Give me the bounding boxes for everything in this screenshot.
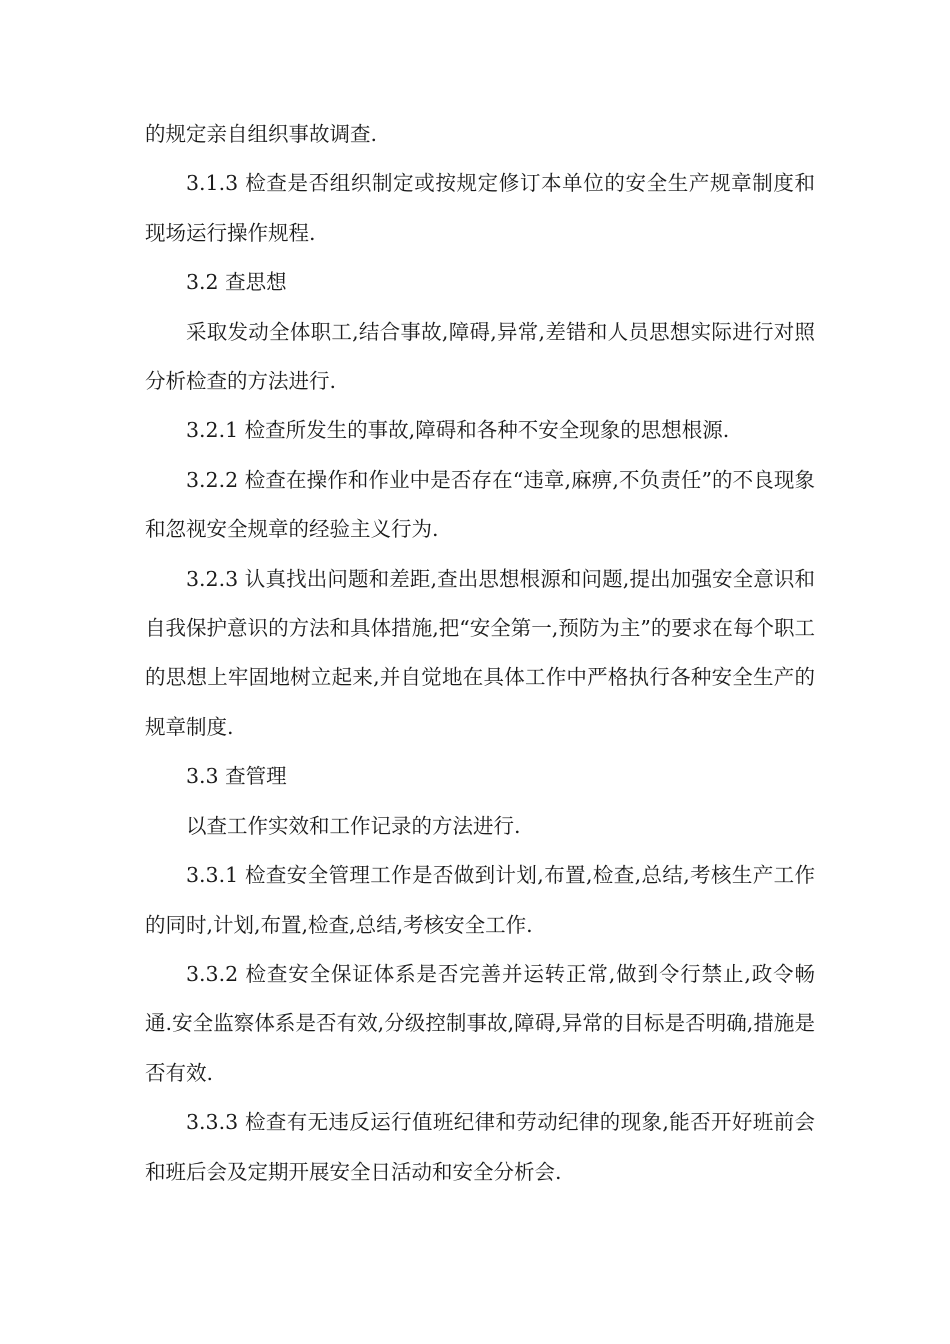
paragraph-3-3-1: 3.3.1 检查安全管理工作是否做到计划,布置,检查,总结,考核生产工作的同时,计划,布置,检查,总结,考核安全工作.	[145, 863, 815, 937]
paragraph-3-2-intro: 采取发动全体职工,结合事故,障碍,异常,差错和人员思想实际进行对照分析检查的方法进行.	[145, 319, 815, 394]
paragraph-3-3-3: 3.3.3 检查有无违反运行值班纪律和劳动纪律的现象,能否开好班前会和班后会及定期开展安全日活动和安全分析会.	[145, 1110, 815, 1184]
paragraph-3-2-2: 3.2.2 检查在操作和作业中是否存在“违章,麻痹,不负责任”的不良现象和忽视安全规章的经验主义行为.	[145, 467, 815, 542]
paragraph-3-1-3: 3.1.3 检查是否组织制定或按规定修订本单位的安全生产规章制度和现场运行操作规程.	[145, 171, 815, 245]
section-heading-3-2: 3.2 查思想	[186, 270, 287, 295]
paragraph-3-2-3: 3.2.3 认真找出问题和差距,查出思想根源和问题,提出加强安全意识和自我保护意识的方法和具体措施,把“安全第一,预防为主”的要求在每个职工的思想上牢固地树立起来,并自觉地在具体工作中严格执行各种安全生产的规章制度.	[145, 566, 815, 739]
section-heading-3-3: 3.3 查管理	[186, 764, 287, 789]
paragraph-3-2-1: 3.2.1 检查所发生的事故,障碍和各种不安全现象的思想根源.	[186, 418, 730, 443]
paragraph-3-3-intro: 以查工作实效和工作记录的方法进行.	[186, 813, 521, 838]
document-body	[145, 110, 815, 1197]
paragraph-3-3-2: 3.3.2 检查安全保证体系是否完善并运转正常,做到令行禁止,政令畅通.安全监察体系是否有效,分级控制事故,障碍,异常的目标是否明确,措施是否有效.	[145, 961, 815, 1085]
paragraph-continuation: 的规定亲自组织事故调查.	[145, 122, 378, 146]
